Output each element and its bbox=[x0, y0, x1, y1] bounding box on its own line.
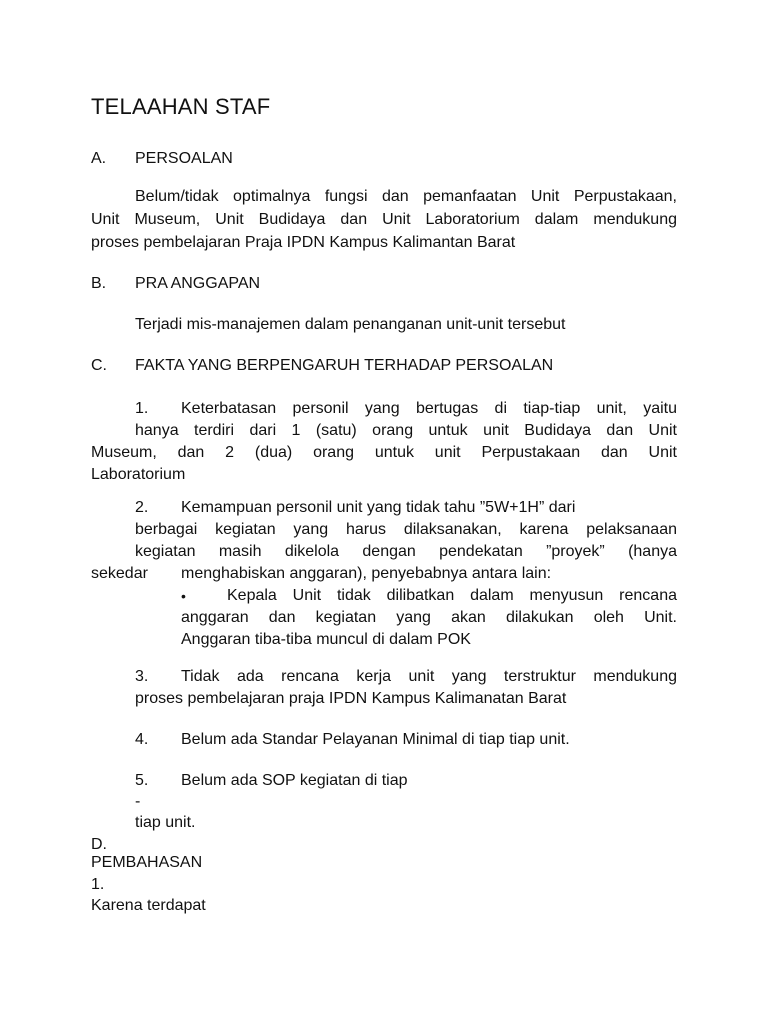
fact-2-line: sekedar bbox=[91, 565, 148, 582]
section-a-line: proses pembelajaran Praja IPDN Kampus Kalimantan Barat bbox=[91, 234, 516, 251]
fact-5-text: Belum ada SOP kegiatan di tiap bbox=[181, 772, 408, 789]
section-c-letter: C. bbox=[91, 357, 107, 374]
fact-5-dash: - bbox=[135, 793, 141, 810]
fact-2-line: Kemampuan personil unit yang tidak tahu ”5W+1H” dari bbox=[181, 499, 576, 516]
fact-5-continuation: tiap unit. bbox=[135, 814, 196, 831]
bullet-icon: • bbox=[181, 588, 186, 604]
fact-1-line: Museum, dan 2 (dua) orang untuk unit Perpustakaan dan Unit bbox=[91, 444, 677, 461]
document-title: TELAAHAN STAF bbox=[91, 94, 271, 119]
section-b-text: Terjadi mis-manajemen dalam penanganan unit-unit tersebut bbox=[135, 316, 566, 333]
fact-3-line: Tidak ada rencana kerja unit yang terstruktur mendukung bbox=[181, 668, 677, 685]
fact-5-number: 5. bbox=[135, 772, 149, 789]
section-b-heading: PRA ANGGAPAN bbox=[135, 275, 261, 292]
section-d-item-number: 1. bbox=[91, 876, 105, 893]
bullet-line: Kepala Unit tidak dilibatkan dalam menyusun rencana bbox=[227, 587, 677, 604]
fact-3-number: 3. bbox=[135, 668, 149, 685]
fact-1-number: 1. bbox=[135, 400, 149, 417]
section-d-heading: PEMBAHASAN bbox=[91, 854, 203, 871]
section-b-letter: B. bbox=[91, 275, 107, 292]
section-a-letter: A. bbox=[91, 150, 107, 167]
fact-1-line: hanya terdiri dari 1 (satu) orang untuk unit Budidaya dan Unit bbox=[135, 422, 677, 439]
section-d-letter: D. bbox=[91, 836, 107, 853]
fact-2-line: berbagai kegiatan yang harus dilaksanakan, karena pelaksanaan bbox=[135, 521, 677, 538]
fact-1-line: Keterbatasan personil yang bertugas di tiap-tiap unit, yaitu bbox=[181, 400, 677, 417]
section-a-line: Belum/tidak optimalnya fungsi dan pemanfaatan Unit Perpustakaan, bbox=[135, 188, 677, 205]
fact-2-line: menghabiskan anggaran), penyebabnya antara lain: bbox=[181, 565, 552, 582]
fact-2-line: kegiatan masih dikelola dengan pendekatan ”proyek” (hanya bbox=[135, 543, 677, 560]
fact-2-number: 2. bbox=[135, 499, 149, 516]
bullet-line: anggaran dan kegiatan yang akan dilakukan oleh Unit. bbox=[181, 609, 677, 626]
section-c-heading: FAKTA YANG BERPENGARUH TERHADAP PERSOALAN bbox=[135, 357, 554, 374]
fact-1-line: Laboratorium bbox=[91, 466, 186, 483]
fact-4-number: 4. bbox=[135, 731, 149, 748]
section-d-item-text: Karena terdapat bbox=[91, 897, 206, 914]
fact-4-text: Belum ada Standar Pelayanan Minimal di tiap tiap unit. bbox=[181, 731, 570, 748]
bullet-line: Anggaran tiba-tiba muncul di dalam POK bbox=[181, 631, 471, 648]
section-a-line: Unit Museum, Unit Budidaya dan Unit Laboratorium dalam mendukung bbox=[91, 211, 677, 228]
section-a-heading: PERSOALAN bbox=[135, 150, 233, 167]
fact-3-line: proses pembelajaran praja IPDN Kampus Kalimanatan Barat bbox=[135, 690, 567, 707]
